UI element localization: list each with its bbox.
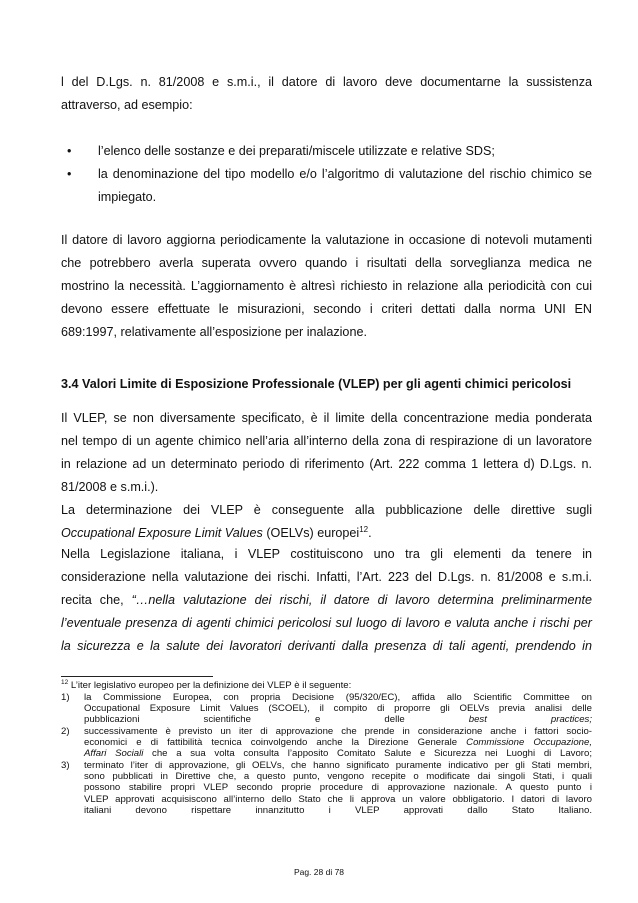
inline-text: che a sua volta consulta l’apposito Comitato Salute e Sicurezza nei Luoghi di Lavoro; — [143, 748, 593, 760]
inline-text: L’iter legislativo europeo per la definizione dei VLEP è il seguente: — [68, 680, 352, 691]
inline-text: (OELVs) europei — [262, 526, 360, 540]
inline-text: pubblicazioni scientifiche e delle — [84, 714, 469, 726]
text-line — [61, 589, 592, 612]
italic-text: “…nella valutazione dei rischi, il datore di lavoro determina preliminarmente — [131, 593, 592, 607]
inline-text: economici e di fattibilità tecnica coinvolgendo anche la Direzione Generale — [84, 737, 467, 749]
text-line: La determinazione dei VLEP è conseguente alla pubblicazione delle direttive sugli — [61, 503, 592, 517]
text-line — [61, 522, 592, 545]
footnote-line: la Commissione Europea, con propria Decisione (95/320/EC), affida allo Scientific Committee on — [84, 692, 592, 703]
text-line: l’elenco delle sostanze e dei preparati/miscele utilizzate e relative SDS; — [98, 144, 495, 158]
footnote-line: VLEP approvati acquisiscono all’interno dello Stato che li approva un valore obbligatorio. I datori di lavoro — [84, 793, 592, 805]
page-number: Pag. 28 di 78 — [293, 867, 345, 877]
footnote-divider — [61, 676, 213, 677]
footnote-item-number: 3) — [61, 760, 70, 771]
inline-text: recita che, — [61, 593, 132, 607]
paragraph-vlep-definition — [61, 407, 592, 499]
italic-text: Affari Sociali — [84, 748, 144, 760]
footnote-line: italiani devono rispettare innanzitutto i VLEP approvati dallo Stato Italiano. — [84, 804, 592, 816]
paragraph-oelv — [61, 499, 592, 545]
italic-text: l’eventuale presenza di agenti chimici pericolosi sul luogo di lavoro e valuta anche i rischi per — [61, 616, 592, 630]
text-line: in relazione ad un determinato periodo di riferimento (Art. 222 comma 1 lettera d) D.Lgs. n. — [61, 457, 592, 471]
paragraph-intro — [61, 71, 592, 117]
italic-text: best practices; — [468, 714, 592, 726]
bullet-icon: • — [67, 167, 72, 181]
footnote-line: sono pubblicati in Direttive che, a questo punto, vengono recepite o modificate dai singoli Stati, i quali — [84, 771, 592, 783]
italic-text: Commissione Occupazione, — [466, 737, 592, 749]
section-heading: 3.4 Valori Limite di Esposizione Professionale (VLEP) per gli agenti chimici pericolosi — [61, 377, 572, 391]
italic-text: la sicurezza e la salute dei lavoratori derivanti dalla presenza di tali agenti, prendendo in — [61, 639, 592, 653]
text-line — [61, 635, 592, 658]
footnote-line: terminato l’iter di approvazione, gli OELVs, che hanno significato puramente indicativo per gli Stati membri, — [84, 760, 592, 771]
text-line: 689:1997, relativamente all’esposizione per inalazione. — [61, 325, 367, 339]
footnote-line: possono stabilire propri VLEP secondo proprie procedure di approvazione nazionale. A questo punto i — [84, 782, 592, 794]
text-line: 81/2008 e s.m.i.). — [61, 480, 159, 494]
text-line: mostrino la necessità. L’aggiornamento è altresì richiesto in relazione alla periodicità con cui — [61, 279, 592, 293]
footnote-line: Occupational Exposure Limit Values (SCOEL), il compito di proporre gli OELVs previa analisi delle — [84, 703, 592, 715]
text-line: Il VLEP, se non diversamente specificato, è il limite della concentrazione media ponderata — [61, 411, 592, 425]
footnote-line — [84, 748, 592, 759]
italic-text: Occupational Exposure Limit Values — [61, 526, 263, 540]
footnote-item-number: 2) — [61, 726, 70, 737]
text-line: Nella Legislazione italiana, i VLEP costituiscono uno tra gli elementi da tenere in — [61, 547, 592, 561]
text-line: considerazione nella valutazione dei rischi. Infatti, l’Art. 223 del D.Lgs. n. 81/2008 e s.m.i. — [61, 570, 592, 584]
text-line: devono essere effettuate le misurazioni, secondo i criteri dettati dalla norma UNI EN — [61, 302, 592, 316]
text-line: nel tempo di un agente chimico nell’aria all’interno della zona di respirazione di un lavoratore — [61, 434, 592, 448]
footnote-intro — [61, 680, 592, 691]
text-line — [61, 612, 592, 635]
bullet-icon: • — [67, 144, 72, 158]
footnote-line: successivamente è previsto un iter di approvazione che prende in considerazione anche i fattori socio- — [84, 726, 592, 737]
footnote-line — [84, 737, 592, 748]
text-line: Il datore di lavoro aggiorna periodicamente la valutazione in occasione di notevoli mutamenti — [61, 233, 592, 247]
text-line: la denominazione del tipo modello e/o l’algoritmo di valutazione del rischio chimico se — [98, 167, 592, 181]
paragraph-update — [61, 229, 592, 344]
paragraph-italian-law — [61, 543, 592, 658]
text-line: impiegato. — [98, 190, 157, 204]
text-line: attraverso, ad esempio: — [61, 98, 193, 112]
footnote-line — [84, 714, 592, 725]
footnote-number: 12 — [61, 678, 69, 686]
text-line: l del D.Lgs. n. 81/2008 e s.m.i., il datore di lavoro deve documentarne la sussistenza — [61, 75, 592, 89]
footnote-ref[interactable]: 12 — [359, 524, 369, 534]
footnote-item-number: 1) — [61, 692, 70, 703]
text-line: che potrebbero averla superata ovvero quando i risultati della sorveglianza medica ne — [61, 256, 592, 270]
inline-text: . — [368, 526, 372, 540]
